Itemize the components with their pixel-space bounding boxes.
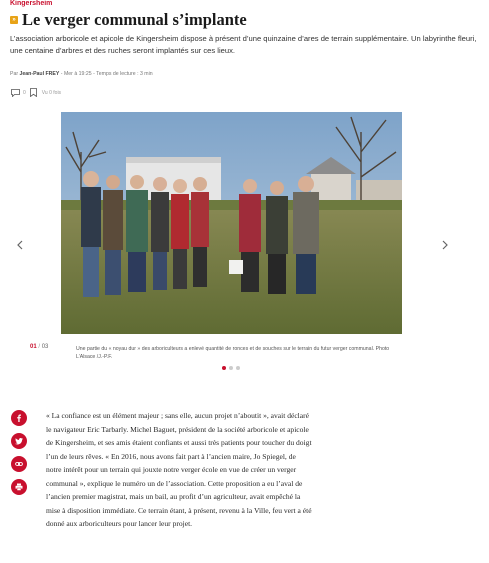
link-icon [15, 460, 23, 468]
gallery-dots [222, 366, 240, 370]
gallery-dot-2[interactable] [229, 366, 233, 370]
byline-meta: - Mer à 19:25 - Temps de lecture : 3 min [60, 71, 153, 77]
share-link-button[interactable] [11, 456, 27, 472]
title-row [10, 10, 247, 30]
chevron-left-icon [17, 240, 23, 250]
facebook-icon [15, 414, 23, 422]
gallery-next-button[interactable] [440, 238, 450, 252]
gallery-counter [30, 344, 48, 350]
gallery-current: 01 [30, 344, 37, 350]
print-icon [15, 483, 23, 491]
share-bar [11, 410, 27, 495]
twitter-icon [15, 438, 23, 445]
premium-badge-glyph: » [12, 17, 16, 23]
print-button[interactable] [11, 479, 27, 495]
premium-badge-icon [10, 16, 18, 24]
article-actions [10, 88, 61, 97]
gallery-caption: Une partie du « noyau dur » des arboriculteurs a enlevé quantité de ronces et de souches sur le terrain du futur verger communal. Photo L’Alsace /J.-P.F. [76, 346, 390, 360]
views-label: Vu 0 fois [41, 89, 62, 96]
gallery-total: 03 [41, 344, 49, 350]
byline [10, 71, 153, 77]
chevron-right-icon [442, 240, 448, 250]
orchard-photo-image [61, 112, 402, 334]
gallery-photo[interactable] [61, 112, 402, 334]
article-body: « La confiance est un élément majeur ; sans elle, aucun projet n’aboutit », avait déclaré le navigateur Eric Tarbarly. Michel Baguet, président de la société arboricole et apicole de Kingersheim, et ses amis étaient confiants et aussi très patients pour toucher du doigt l’un de leurs rêves. « En 2016, nous avons fait part à l’ancien maire, Jo Spiegel, de notre intérêt pour un terrain qui jouxte notre verger école en vue de créer un verger communal », explique le numéro un de l’association. Cette proposition a eu l’aval de l’ancien premier magistrat, mais un bail, au profit d’un agriculteur, avait empêché la mise à disposition immédiate. Ce terrain étant, à présent, revenu à la Ville, feu vert a été donné aux arboriculteurs pour lancer leur projet. [46, 411, 312, 529]
comments-count: 0 [23, 89, 26, 96]
share-twitter-button[interactable] [11, 433, 27, 449]
gallery-prev-button[interactable] [15, 238, 25, 252]
article-lead: L’association arboricole et apicole de Kingersheim dispose à présent d’une quinzaine d’ares de terrain supplémentaire. Un labyrinthe fleuri, une centaine d’arbres et des ruches seront implantés sur ces lieux. [10, 34, 477, 55]
byline-author[interactable]: Jean-Paul FREY [19, 71, 60, 77]
gallery-separator: / [38, 344, 41, 350]
section-kicker[interactable]: Kingersheim [10, 0, 53, 7]
article-title: Le verger communal s’implante [22, 10, 247, 29]
bookmark-icon[interactable] [29, 88, 39, 97]
gallery-dot-1[interactable] [222, 366, 226, 370]
gallery-dot-3[interactable] [236, 366, 240, 370]
byline-prefix: Par [10, 71, 19, 77]
comment-icon[interactable] [10, 88, 20, 97]
share-facebook-button[interactable] [11, 410, 27, 426]
